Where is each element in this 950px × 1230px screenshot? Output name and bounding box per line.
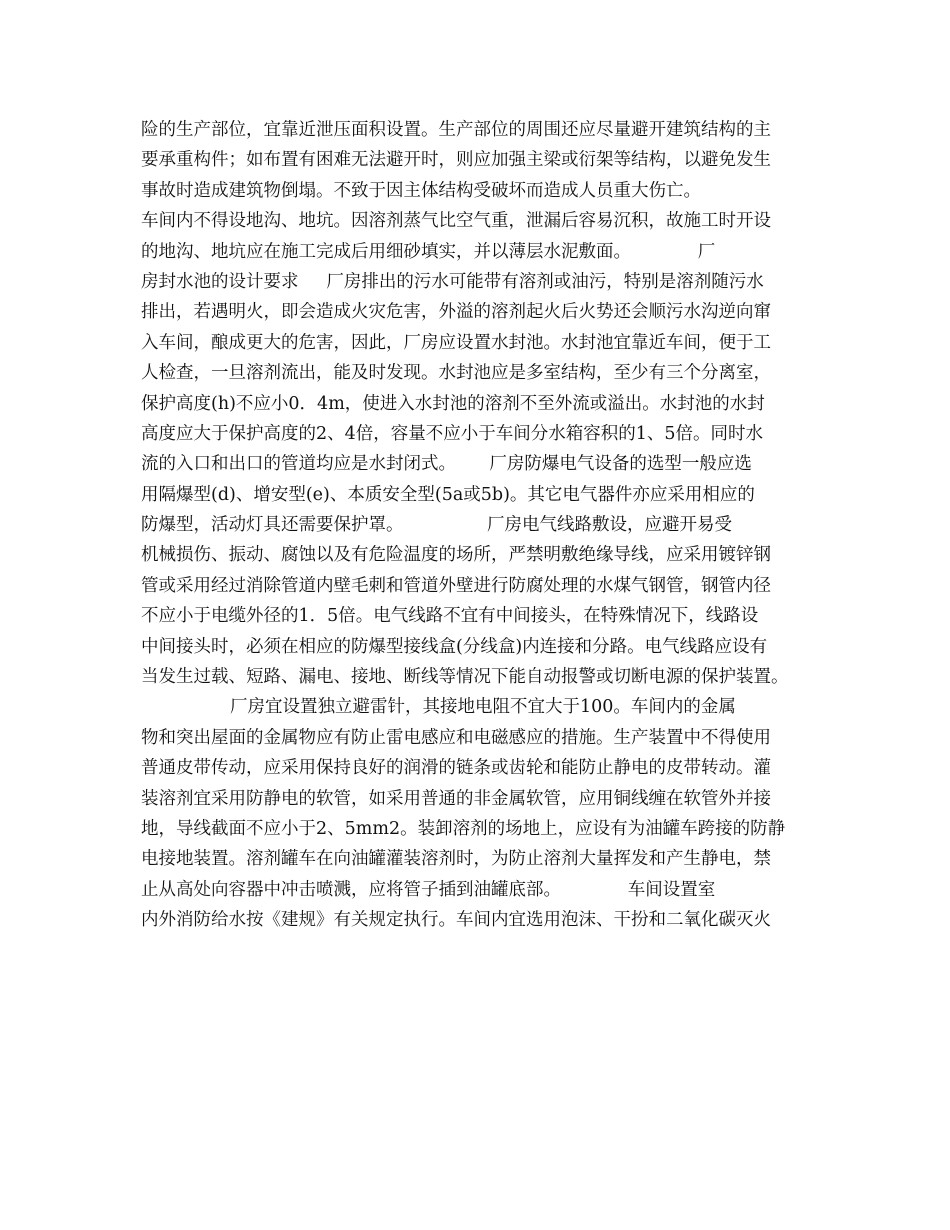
- text-line: 的地沟、地坑应在施工完成后用细砂填实，并以薄层水泥敷面。 厂: [141, 241, 716, 262]
- text-line: 机械损伤、振动、腐蚀以及有危险温度的场所，严禁明敷绝缘导线，应采用镀锌钢: [141, 545, 771, 566]
- text-line: 物和突出屋面的金属物应有防止雷电感应和电磁感应的措施。生产装置中不得使用: [141, 727, 771, 748]
- text-line: 普通皮带传动，应采用保持良好的润滑的链条或齿轮和能防止静电的皮带转动。灌: [141, 758, 771, 779]
- text-line: 中间接头时，必须在相应的防爆型接线盒(分线盒)内连接和分路。电气线路应设有: [141, 636, 768, 657]
- text-line: 房封水池的设计要求 厂房排出的污水可能带有溶剂或油污，特别是溶剂随污水: [141, 271, 764, 292]
- text-line: 事故时造成建筑物倒塌。不致于因主体结构受破坏而造成人员重大伤亡。: [141, 180, 701, 201]
- text-line: 止从高处向容器中冲击喷溅，应将管子插到油罐底部。 车间设置室: [141, 879, 716, 900]
- text-line: 人检查，一旦溶剂流出，能及时发现。水封池应是多室结构，至少有三个分离室，: [141, 363, 771, 384]
- text-line: 装溶剂宜采用防静电的软管，如采用普通的非金属软管，应用铜线缠在软管外并接: [141, 788, 771, 809]
- text-line: 内外消防给水按《建规》有关规定执行。车间内宜选用泡沫、干扮和二氧化碳灭火: [141, 910, 771, 931]
- text-line: 保护高度(h)不应小0．4m，使进入水封池的溶剂不至外流或溢出。水封池的水封: [141, 393, 765, 414]
- text-line: 险的生产部位，宜靠近泄压面积设置。生产部位的周围还应尽量避开建筑结构的主: [141, 120, 771, 140]
- text-line: 高度应大于保护高度的2、4倍，容量不应小于车间分水箱容积的1、5倍。同时水: [141, 423, 764, 444]
- body-text: [141, 115, 831, 936]
- text-line: 管或采用经过消除管道内壁毛刺和管道外壁进行防腐处理的水煤气钢管，钢管内径: [141, 575, 771, 596]
- text-line: 不应小于电缆外径的1．5倍。电气线路不宜有中间接头，在特殊情况下，线路设: [141, 606, 759, 627]
- text-line: 要承重构件；如布置有困难无法避开时，则应加强主梁或衍架等结构，以避免发生: [141, 150, 771, 171]
- text-line: 地，导线截面不应小于2、5mm2。装卸溶剂的场地上，应设有为油罐车跨接的防静: [141, 818, 786, 839]
- text-line: 当发生过载、短路、漏电、接地、断线等情况下能自动报警或切断电源的保护装置。: [141, 667, 789, 688]
- text-line: 入车间，酿成更大的危害，因此，厂房应设置水封池。水封池宜靠近车间，便于工: [141, 332, 771, 353]
- text-line: 用隔爆型(d)、增安型(e)、本质安全型(5a或5b)。其它电气器件亦应采用相应的: [141, 484, 755, 505]
- text-line: 防爆型，活动灯具还需要保护罩。 厂房电气线路敷设，应避开易受: [141, 515, 732, 536]
- text-line: 流的入口和出口的管道均应是水封闭式。 厂房防爆电气设备的选型一般应选: [141, 454, 752, 475]
- text-line: 电接地装置。溶剂罐车在向油罐灌装溶剂时，为防止溶剂大量挥发和产生静电，禁: [141, 849, 771, 870]
- text-line: 厂房宜设置独立避雷针，其接地电阻不宜大于100。车间内的金属: [141, 697, 736, 718]
- text-line: 排出，若遇明火，即会造成火灾危害，外溢的溶剂起火后火势还会顺污水沟逆向窜: [141, 302, 771, 323]
- text-line: 车间内不得设地沟、地坑。因溶剂蒸气比空气重，泄漏后容易沉积，故施工时开设: [141, 211, 771, 232]
